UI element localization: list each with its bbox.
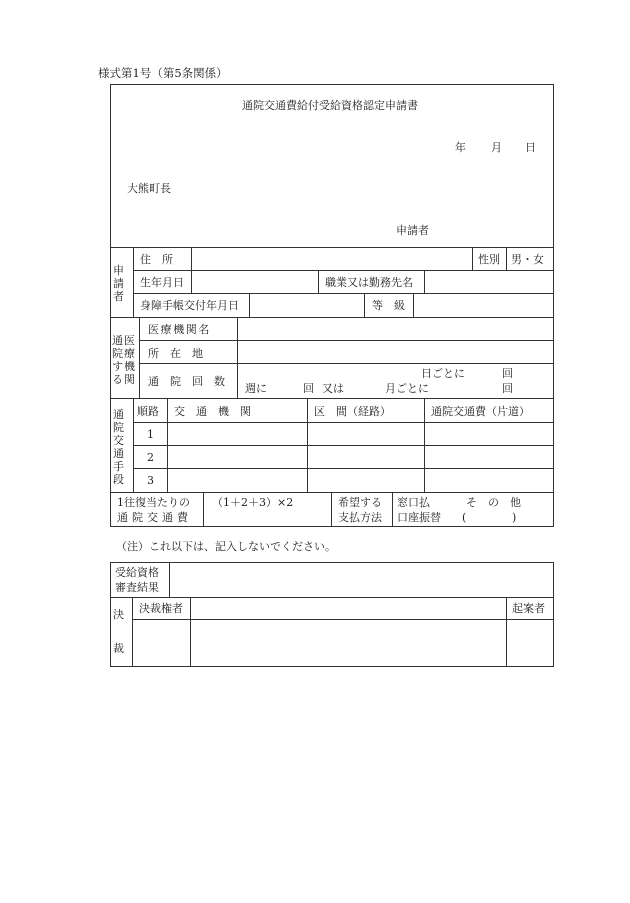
- note-text: （注）これ以下は、記入しないでください。: [116, 540, 336, 553]
- decision-char-2: 裁: [113, 642, 124, 655]
- roundtrip-label-line1: 1往復当たりの: [117, 496, 190, 509]
- authority-label: 決裁権者: [139, 602, 183, 615]
- or-label: 又は: [322, 382, 344, 395]
- drafter-stamp-field[interactable]: [507, 620, 553, 666]
- weekly-label: 週に: [245, 382, 267, 395]
- route-row-2: 2: [147, 451, 154, 464]
- payment-method-label-line2: 支払方法: [338, 511, 382, 524]
- payment-other[interactable]: そ の 他: [466, 496, 521, 509]
- route-row-1: 1: [147, 428, 154, 441]
- result-label-line2: 審査結果: [115, 581, 159, 594]
- occupation-field[interactable]: [425, 271, 553, 293]
- date-year-label: 年: [455, 141, 466, 154]
- payment-counter[interactable]: 窓口払: [397, 496, 430, 509]
- roundtrip-formula: （1＋2＋3）×2: [212, 496, 294, 509]
- per-day-times: 回: [502, 367, 513, 380]
- col-route: 区 間（経路）: [314, 405, 391, 418]
- facility-cells[interactable]: [168, 423, 307, 492]
- institution-location-field[interactable]: [238, 341, 553, 363]
- sex-label: 性別: [478, 253, 500, 266]
- disability-cert-date-field[interactable]: [250, 294, 364, 316]
- result-label-line1: 受給資格: [115, 566, 159, 579]
- date-day-label: 日: [525, 141, 536, 154]
- date-month-label: 月: [491, 141, 502, 154]
- addressee: 大熊町長: [127, 182, 171, 195]
- authority-stamp-field[interactable]: [133, 620, 190, 666]
- institution-location-label: 所 在 地: [148, 347, 203, 360]
- form-number: 様式第1号（第5条関係）: [98, 66, 228, 80]
- visit-count-label: 通 院 回 数: [148, 375, 225, 388]
- monthly-label: 月ごとに: [385, 382, 429, 395]
- decision-char-1: 決: [113, 608, 124, 621]
- col-fare: 通院交通費（片道）: [431, 405, 530, 418]
- birth-date-field[interactable]: [192, 271, 318, 293]
- roundtrip-label-line2: 通院交通費: [117, 511, 192, 524]
- medical-section-label-col1: 通 院 す る: [112, 334, 123, 386]
- fare-cells[interactable]: [425, 423, 553, 492]
- route-row-3: 3: [147, 474, 154, 487]
- result-field[interactable]: [170, 563, 553, 597]
- sex-options[interactable]: 男・女: [511, 253, 544, 266]
- address-label: 住 所: [140, 253, 173, 266]
- applicant-signature-label: 申請者: [396, 224, 429, 237]
- form-title: 通院交通費給付受給資格認定申請書: [242, 99, 418, 112]
- payment-method-label-line1: 希望する: [338, 496, 382, 509]
- occupation-label: 職業又は勤務先名: [325, 276, 413, 289]
- drafter-label: 起案者: [512, 602, 545, 615]
- birth-date-label: 生年月日: [140, 276, 184, 289]
- paren-open: (: [462, 511, 467, 524]
- institution-name-field[interactable]: [238, 318, 553, 340]
- disability-cert-date-label: 身障手帳交付年月日: [140, 299, 239, 312]
- grade-label: 等 級: [372, 299, 405, 312]
- medical-section-label-col2: 医 療 機 関: [124, 334, 135, 386]
- monthly-times: 回: [502, 382, 513, 395]
- transport-section-label: 通 院 交 通 手 段: [113, 408, 124, 486]
- address-field[interactable]: [192, 248, 472, 270]
- per-day-label: 日ごとに: [421, 367, 465, 380]
- weekly-times: 回: [303, 382, 314, 395]
- applicant-section-label: 申 請 者: [113, 264, 124, 303]
- col-facility: 交 通 機 関: [174, 405, 251, 418]
- route-cells[interactable]: [308, 423, 424, 492]
- col-order: 順路: [137, 405, 159, 418]
- grade-field[interactable]: [414, 294, 553, 316]
- institution-name-label: 医療機関名: [148, 323, 211, 336]
- paren-close: ): [512, 511, 517, 524]
- payment-transfer[interactable]: 口座振替: [397, 511, 441, 524]
